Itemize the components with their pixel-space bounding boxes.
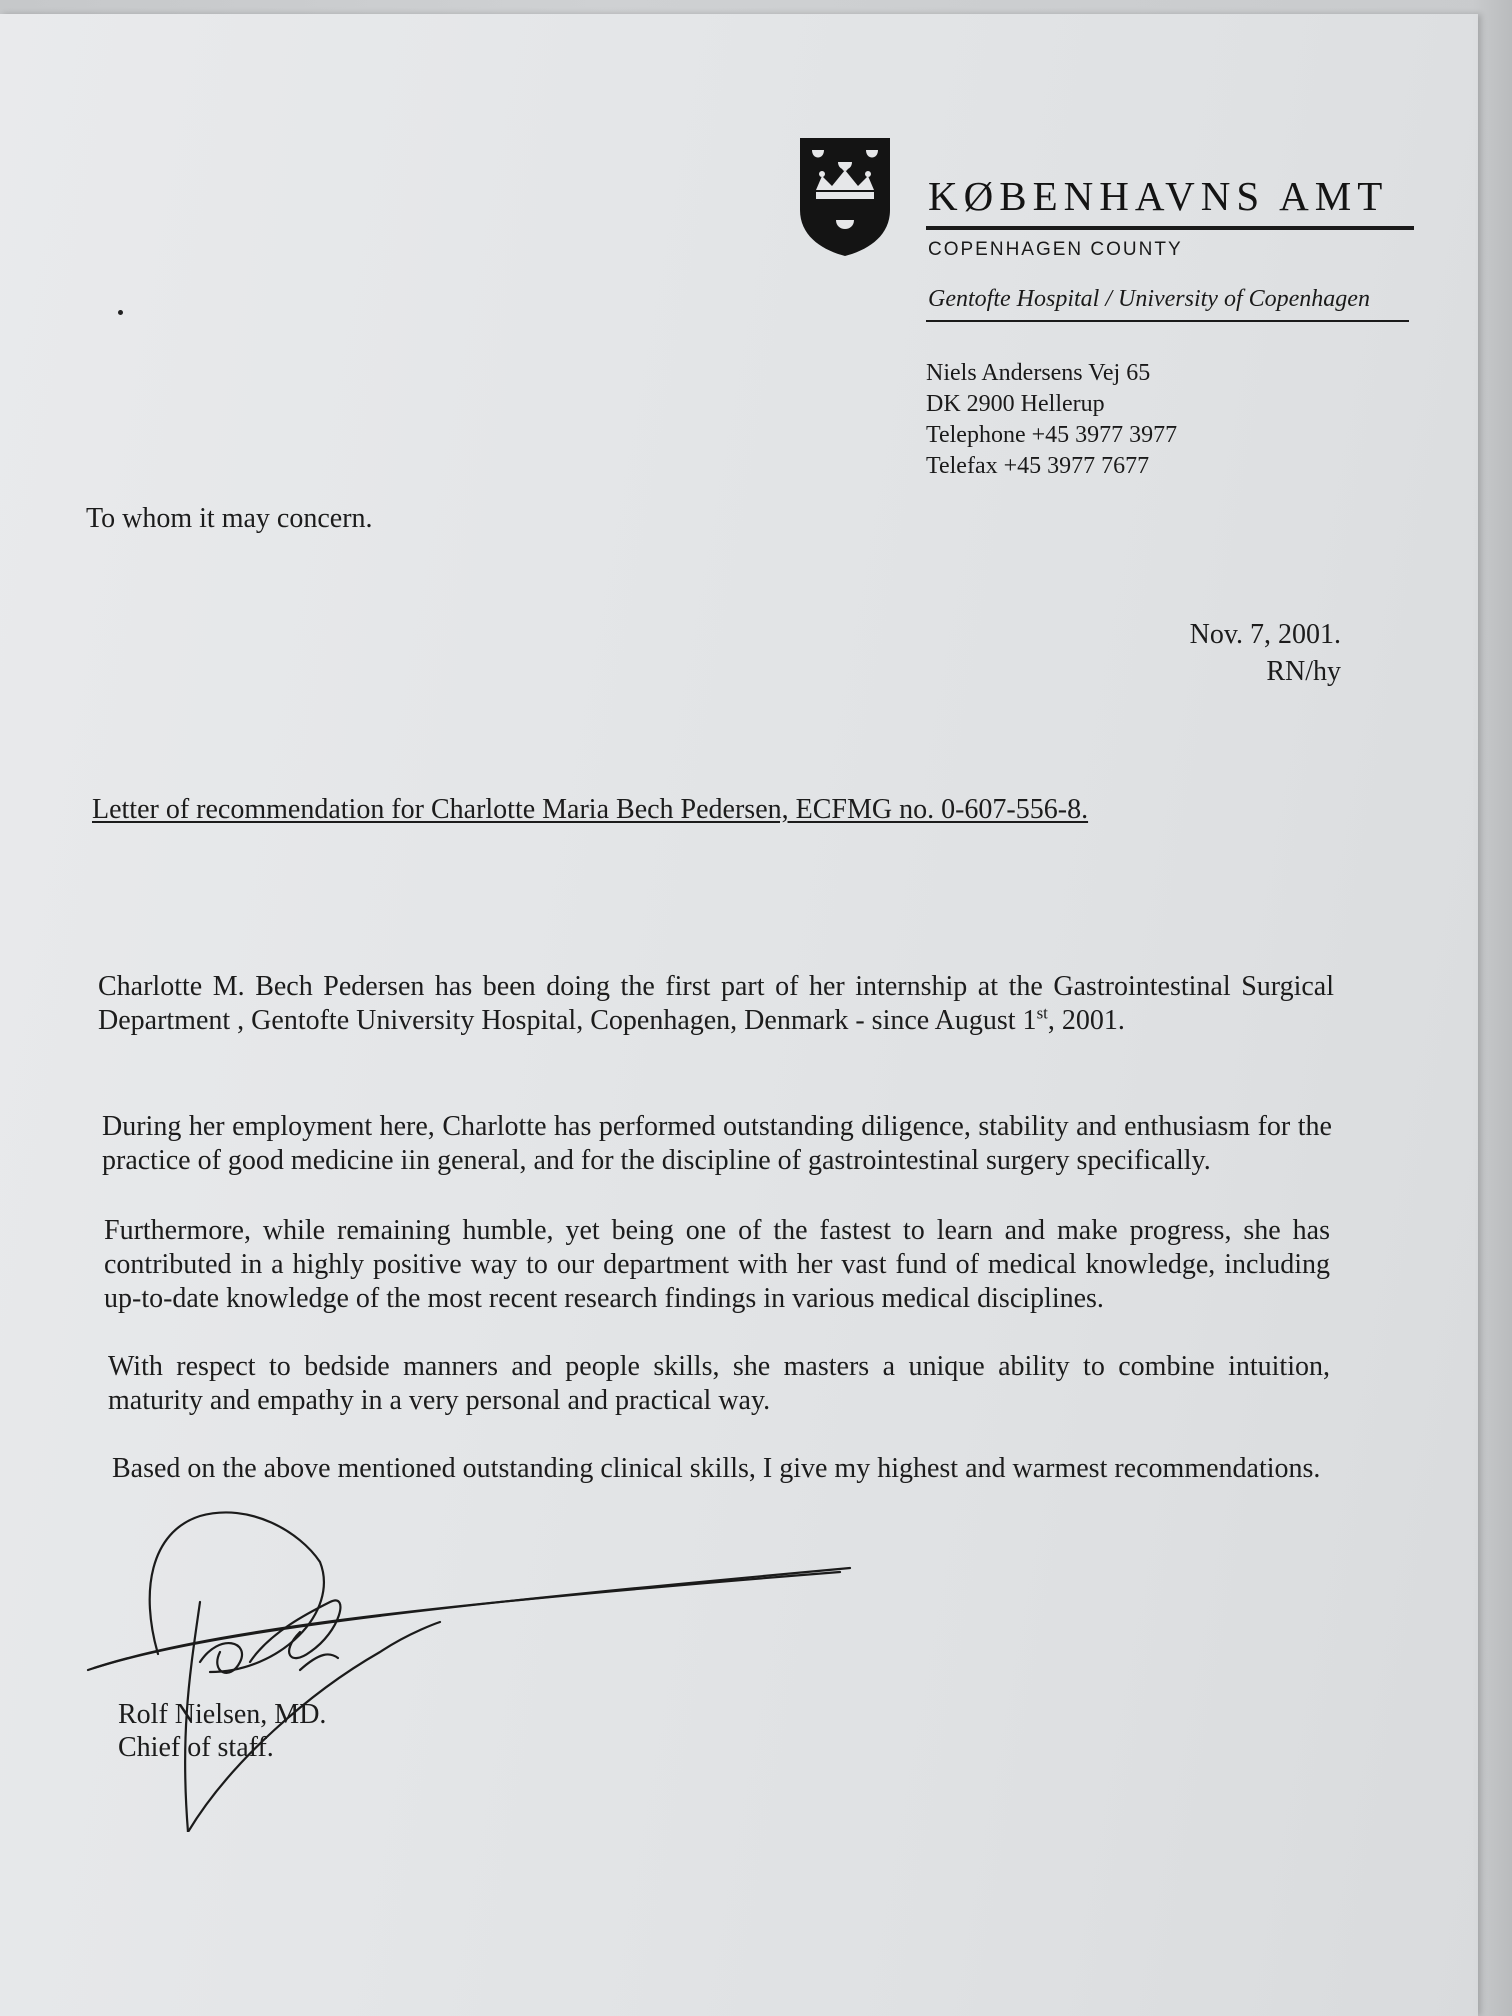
paragraph-bedside: With respect to bedside manners and people skills, she masters a unique ability to combine intuition, maturity and empathy in a very personal and practical way. xyxy=(108,1351,1330,1416)
address-line: Telephone +45 3977 3977 xyxy=(926,422,1178,448)
hospital-name: Gentofte Hospital / University of Copenhagen xyxy=(928,286,1370,312)
address-line: DK 2900 Hellerup xyxy=(926,391,1105,417)
paragraph-internship xyxy=(98,970,1334,1038)
address-block xyxy=(926,358,1177,482)
organization-name: KØBENHAVNS AMT xyxy=(928,173,1389,219)
paragraph-recommendation: Based on the above mentioned outstanding clinical skills, I give my highest and warmest recommendations. xyxy=(112,1453,1321,1484)
reference-initials: RN/hy xyxy=(1266,656,1341,687)
crown-crest-icon xyxy=(798,136,892,258)
address-line: Niels Andersens Vej 65 xyxy=(926,360,1151,386)
handwritten-signature xyxy=(80,1502,860,1832)
organization-subtitle: COPENHAGEN COUNTY xyxy=(928,239,1183,260)
paragraph-employment: During her employment here, Charlotte has performed outstanding diligence, stability and enthusiasm for the practice of good medicine iin general, and for the discipline of gastrointestinal surgery specifically. xyxy=(102,1111,1332,1176)
page-edge-shadow xyxy=(1472,0,1512,2016)
letter-page xyxy=(0,14,1478,2016)
paragraph-text: , 2001. xyxy=(1047,1005,1125,1036)
salutation: To whom it may concern. xyxy=(86,503,373,534)
letterhead-rule xyxy=(926,226,1414,230)
letterhead-rule-lower xyxy=(926,320,1409,322)
signatory-name: Rolf Nielsen, MD. xyxy=(118,1699,327,1730)
subject-line: Letter of recommendation for Charlotte Maria Bech Pedersen, ECFMG no. 0-607-556-8. xyxy=(92,794,1089,825)
paragraph-text: Charlotte M. Bech Pedersen has been doing the first part of her internship at the Gastrointestinal Surgical Department , Gentofte University Hospital, Copenhagen, Denmark - since August 1 xyxy=(98,971,1334,1036)
ordinal-suffix: st xyxy=(1036,1003,1048,1023)
signatory-title: Chief of staff. xyxy=(118,1732,274,1763)
date-block xyxy=(1190,616,1341,690)
letter-date: Nov. 7, 2001. xyxy=(1189,619,1341,650)
ink-dot xyxy=(118,310,123,315)
paragraph-contribution: Furthermore, while remaining humble, yet being one of the fastest to learn and make progress, she has contributed in a highly positive way to our department with her vast fund of medical knowledge, including up-to-date knowledge of the most recent research findings in various medical disciplines. xyxy=(104,1215,1330,1314)
address-line: Telefax +45 3977 7677 xyxy=(926,453,1150,479)
